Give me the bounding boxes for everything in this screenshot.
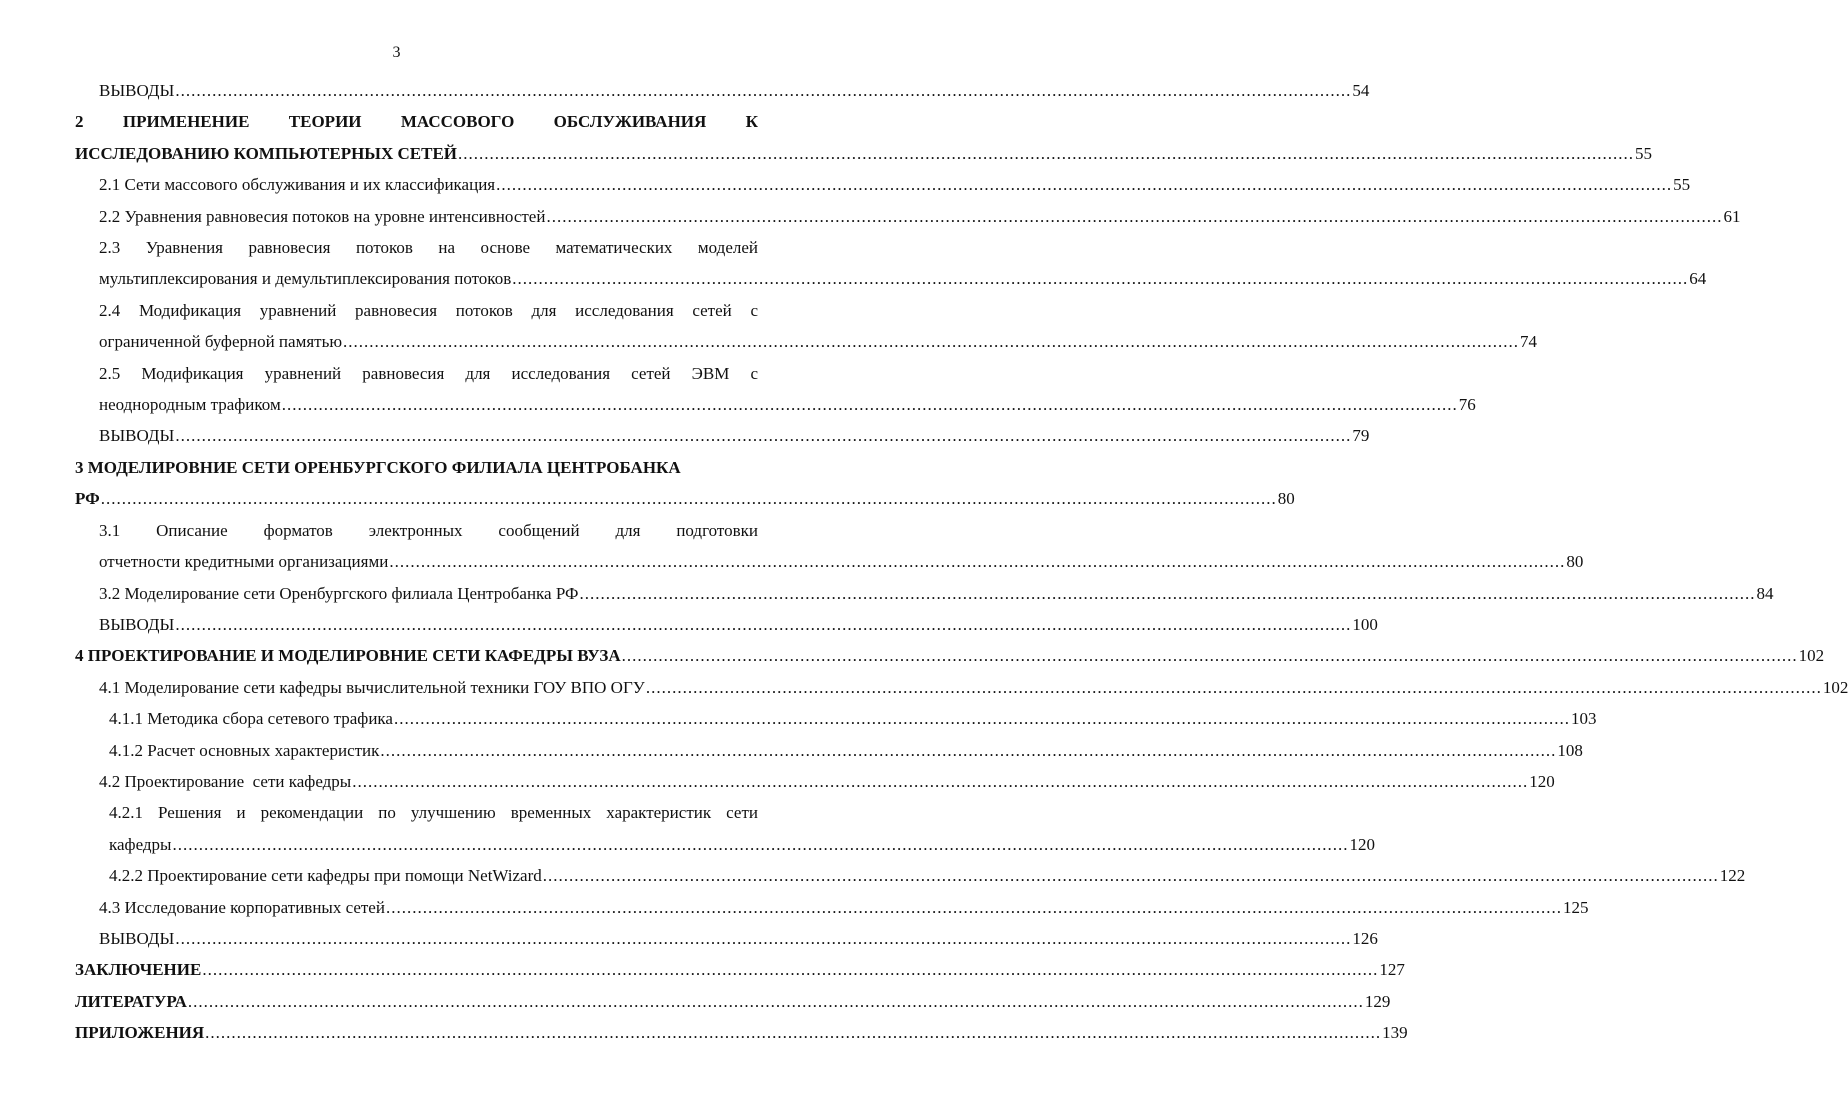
toc-title: 4.2.2 Проектирование сети кафедры при помощи NetWizard xyxy=(109,866,542,886)
dot-leader xyxy=(175,420,1351,451)
toc-title: 4 ПРОЕКТИРОВАНИЕ И МОДЕЛИРОВНИЕ СЕТИ КАФЕДРЫ ВУЗА xyxy=(75,646,621,666)
toc-page: 122 xyxy=(1719,866,1746,886)
toc-page: 80 xyxy=(1277,489,1295,509)
toc-entry-chapter[interactable] xyxy=(75,640,1825,671)
toc-title-first-line: 2.3 Уравнения равновесия потоков на основе математических моделей xyxy=(99,238,758,258)
dot-leader xyxy=(380,735,1556,766)
dot-leader xyxy=(496,169,1672,200)
toc-title-first-line: 3 МОДЕЛИРОВНИЕ СЕТИ ОРЕНБУРГСКОГО ФИЛИАЛА ЦЕНТРОБАНКА xyxy=(75,457,681,477)
toc-entry-chapter[interactable] xyxy=(75,954,1405,985)
toc-page: 129 xyxy=(1364,991,1391,1011)
toc-title: 2.2 Уравнения равновесия потоков на уровне интенсивностей xyxy=(99,206,546,226)
dot-leader xyxy=(282,389,1458,420)
toc-entry[interactable] xyxy=(75,295,1538,358)
toc-title: ВЫВОДЫ xyxy=(99,614,175,634)
toc-page: 108 xyxy=(1557,740,1583,760)
toc-page: 55 xyxy=(1635,143,1653,163)
toc-title: ЛИТЕРАТУРА xyxy=(75,991,187,1011)
toc-entry[interactable] xyxy=(75,169,1691,200)
toc-page: 103 xyxy=(1570,709,1597,729)
toc-entry[interactable] xyxy=(75,578,1774,609)
toc-title: ПРИЛОЖЕНИЯ xyxy=(75,1023,205,1043)
toc-page: 55 xyxy=(1673,175,1691,195)
toc-page: 126 xyxy=(1352,928,1378,948)
toc-title: РФ xyxy=(75,489,100,509)
dot-leader xyxy=(389,546,1565,577)
toc-entry[interactable] xyxy=(75,892,1589,923)
toc-page: 61 xyxy=(1723,206,1741,226)
toc-title: ВЫВОДЫ xyxy=(99,81,175,100)
toc-page: 127 xyxy=(1379,960,1405,980)
dot-leader xyxy=(175,923,1351,954)
toc-page: 100 xyxy=(1352,614,1378,634)
dot-leader xyxy=(343,326,1519,357)
dot-leader xyxy=(175,75,1351,106)
toc-entry[interactable] xyxy=(75,232,1707,295)
toc-page: 102 xyxy=(1822,677,1848,697)
toc-page: 74 xyxy=(1520,332,1538,352)
dot-leader xyxy=(352,766,1528,797)
table-of-contents xyxy=(75,75,1848,1049)
toc-title-first-line: 3.1 Описание форматов электронных сообщений для подготовки xyxy=(99,520,758,540)
dot-leader xyxy=(202,954,1378,985)
toc-entry[interactable] xyxy=(75,766,1555,797)
toc-page: 64 xyxy=(1689,269,1707,289)
toc-entry-chapter[interactable] xyxy=(75,106,1653,169)
toc-title: 4.3 Исследование корпоративных сетей xyxy=(99,897,385,917)
toc-title: ВЫВОДЫ xyxy=(99,426,175,446)
toc-entry[interactable] xyxy=(75,923,1378,954)
toc-title-first-line: 2.5 Модификация уравнений равновесия для исследования сетей ЭВМ с xyxy=(99,363,758,383)
toc-entry[interactable] xyxy=(75,609,1378,640)
toc-page: 76 xyxy=(1458,395,1476,415)
toc-page: 125 xyxy=(1562,897,1589,917)
toc-title: 4.1.1 Методика сбора сетевого трафика xyxy=(109,709,393,729)
dot-leader xyxy=(546,201,1722,232)
dot-leader xyxy=(458,138,1634,169)
dot-leader xyxy=(622,640,1798,671)
toc-title: кафедры xyxy=(109,834,172,854)
toc-title: ЗАКЛЮЧЕНИЕ xyxy=(75,960,202,980)
toc-page: 80 xyxy=(1566,552,1584,572)
dot-leader xyxy=(579,578,1755,609)
dot-leader xyxy=(172,829,1348,860)
toc-entry[interactable] xyxy=(75,420,1370,451)
toc-page: 120 xyxy=(1529,771,1555,791)
dot-leader xyxy=(646,672,1822,703)
toc-page: 139 xyxy=(1382,1023,1408,1043)
dot-leader xyxy=(394,703,1570,734)
toc-title: 2.1 Сети массового обслуживания и их классификация xyxy=(99,175,496,195)
toc-title: отчетности кредитными организациями xyxy=(99,552,389,572)
toc-entry[interactable] xyxy=(75,735,1583,766)
toc-entry[interactable] xyxy=(75,75,1370,106)
toc-title: 4.1 Моделирование сети кафедры вычислительной техники ГОУ ВПО ОГУ xyxy=(99,677,645,697)
toc-entry[interactable] xyxy=(75,358,1476,421)
toc-title-first-line: 2.4 Модификация уравнений равновесия потоков для исследования сетей с xyxy=(99,300,758,320)
dot-leader xyxy=(205,1017,1381,1048)
toc-title: мультиплексирования и демультиплексирования потоков xyxy=(99,269,512,289)
toc-page: 120 xyxy=(1349,834,1375,854)
toc-entry[interactable] xyxy=(75,515,1584,578)
toc-title-first-line: 2 ПРИМЕНЕНИЕ ТЕОРИИ МАССОВОГО ОБСЛУЖИВАНИЯ К xyxy=(75,112,758,132)
toc-entry-chapter[interactable] xyxy=(75,452,1295,515)
toc-entry[interactable] xyxy=(75,797,1375,860)
toc-entry[interactable] xyxy=(75,201,1741,232)
toc-title-first-line: 4.2.1 Решения и рекомендации по улучшению временных характеристик сети xyxy=(109,803,758,823)
toc-entry[interactable] xyxy=(75,860,1746,891)
toc-entry-chapter[interactable] xyxy=(75,986,1391,1017)
dot-leader xyxy=(386,892,1562,923)
toc-entry[interactable] xyxy=(75,672,1848,703)
toc-title: неоднородным трафиком xyxy=(99,395,281,415)
toc-page: 54 xyxy=(1352,81,1370,100)
dot-leader xyxy=(175,609,1351,640)
toc-title: ВЫВОДЫ xyxy=(99,928,175,948)
toc-title: ограниченной буферной памятью xyxy=(99,332,343,352)
dot-leader xyxy=(512,263,1688,294)
toc-page: 102 xyxy=(1798,646,1825,666)
toc-title: ИССЛЕДОВАНИЮ КОМПЬЮТЕРНЫХ СЕТЕЙ xyxy=(75,143,458,163)
toc-entry[interactable] xyxy=(75,703,1597,734)
dot-leader xyxy=(543,860,1719,891)
dot-leader xyxy=(101,483,1277,514)
toc-title: 4.1.2 Расчет основных характеристик xyxy=(109,740,380,760)
dot-leader xyxy=(188,986,1364,1017)
toc-page: 79 xyxy=(1352,426,1370,446)
toc-entry-chapter[interactable] xyxy=(75,1017,1408,1048)
toc-title: 3.2 Моделирование сети Оренбургского филиала Центробанка РФ xyxy=(99,583,579,603)
page-number: 3 xyxy=(392,44,401,61)
toc-page: 84 xyxy=(1756,583,1774,603)
toc-title: 4.2 Проектирование сети кафедры xyxy=(99,771,352,791)
